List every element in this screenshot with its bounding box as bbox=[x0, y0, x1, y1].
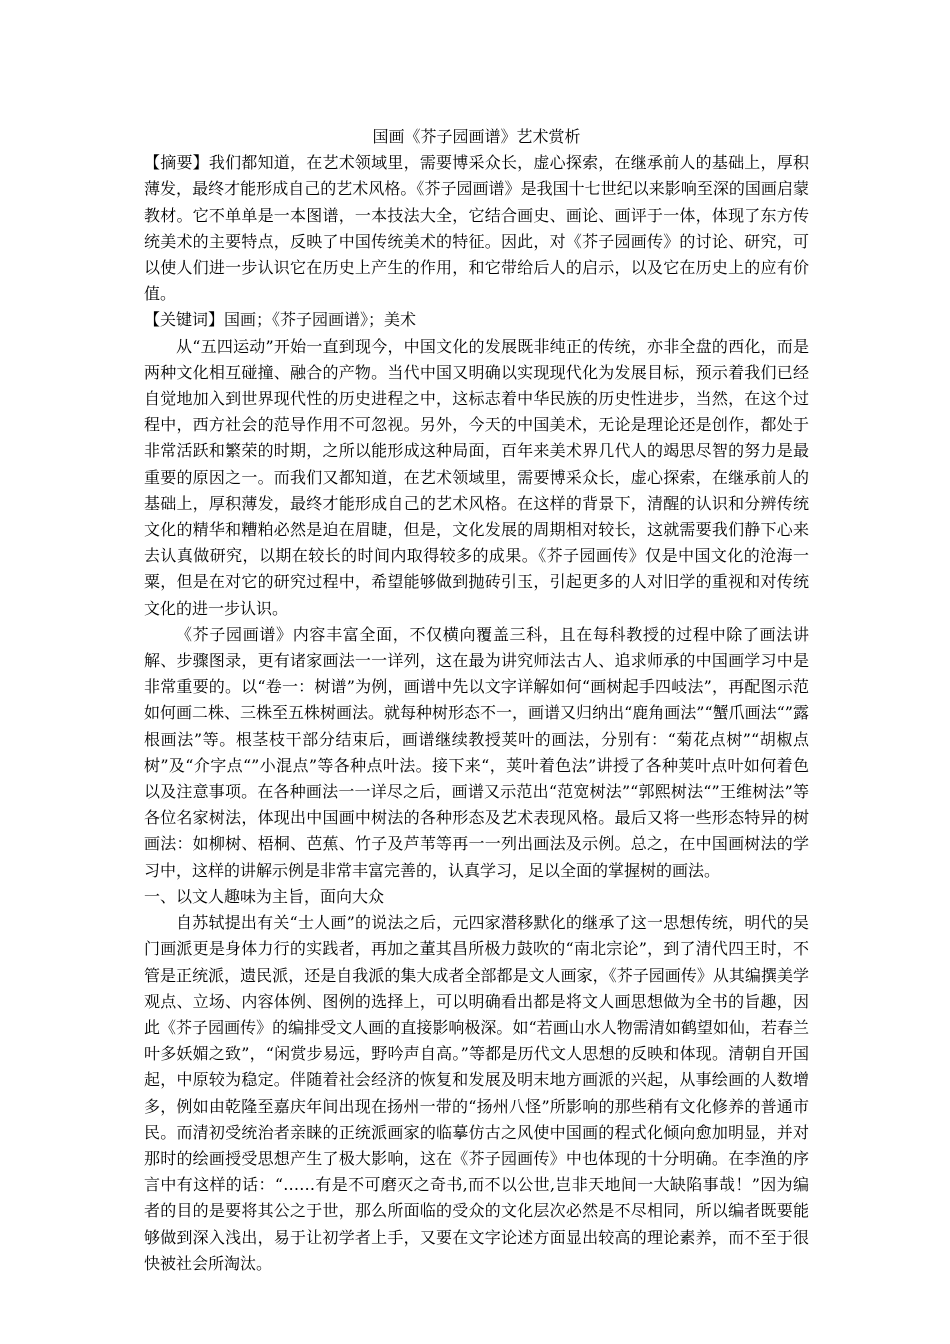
body-paragraph-3: 自苏轼提出有关“士人画”的说法之后，元四家潜移默化的继承了这一思想传统，明代的吴门画派更是身体力行的实践者，再加之董其昌所极力鼓吹的“南北宗论”，到了清代四王时，不管是正统派，遗民派，还是自我派的集大成者全部都是文人画家，《芥子园画传》从其编撰美学观点、立场、内容体例、图例的选择上，可以明确看出都是将文人画思想做为全书的旨趣，因此《芥子园画传》的编排受文人画的直接影响极深。如“若画山水人物需清如鹤望如仙，若春兰叶多妖媚之致”，“闲赏步易远，野吟声自高。”等都是历代文人思想的反映和体现。清朝自开国起，中原较为稳定。伴随着社会经济的恢复和发展及明末地方画派的兴起，从事绘画的人数增多，例如由乾隆至嘉庆年间出现在扬州一带的“扬州八怪”所影响的那些稍有文化修养的普通市民。而清初受统治者亲睐的正统派画家的临摹仿古之风使中国画的程式化倾向愈加明显，并对那时的绘画授受思想产生了极大影响，这在《芥子园画传》中也体现的十分明确。在李渔的序言中有这样的话：“……有是不可磨灭之奇书,而不以公世,岂非天地间一大缺陷事哉！”因为编者的目的是要将其公之于世，那么所面临的受众的文化层次必然是不尽相同，所以编者既要能够做到深入浅出，易于让初学者上手，又要在文字论述方面显出较高的理论素养，而不至于很快被社会所淘汰。 bbox=[144, 913, 809, 1273]
keywords-line: 【关键词】国画；《芥子园画谱》；美术 bbox=[144, 310, 417, 330]
abstract-paragraph: 【摘要】我们都知道，在艺术领域里，需要博采众长，虚心探索，在继承前人的基础上，厚积薄发，最终才能形成自己的艺术风格。《芥子园画谱》是我国十七世纪以来影响至深的国画启蒙教材。它不单单是一本图谱，一本技法大全，它结合画史、画论、画评于一体，体现了东方传统美术的主要特点，反映了中国传统美术的特征。因此，对《芥子园画传》的讨论、研究，可以使人们进一步认识它在历史上产生的作用，和它带给后人的启示，以及它在历史上的应有价值。 bbox=[144, 153, 809, 304]
document-title: 国画《芥子园画谱》艺术赏析 bbox=[372, 127, 581, 146]
body-paragraph-2: 《芥子园画谱》内容丰富全面，不仅横向覆盖三科，且在每科教授的过程中除了画法讲解、步骤图录，更有诸家画法一一详列，这在最为讲究师法古人、追求师承的中国画学习中是非常重要的。以“卷一：树谱”为例，画谱中先以文字详解如何“画树起手四岐法”，再配图示范如何画二株、三株至五株树画法。就每种树形态不一，画谱又归纳出“鹿角画法”“蟹爪画法“”露根画法”等。根茎枝干部分结束后，画谱继续教授荚叶的画法，分别有：“菊花点树”“胡椒点树”及“介字点“”小混点”等各种点叶法。接下来“，荚叶着色法”讲授了各种荚叶点叶如何着色以及注意事项。在各种画法一一详尽之后，画谱又示范出“范宽树法”“郭熙树法“”王维树法”等各位名家树法，体现出中国画中树法的各种形态及艺术表现风格。最后又将一些形态特异的树画法：如柳树、梧桐、芭蕉、竹子及芦苇等再一一列出画法及示例。总之，在中国画树法的学习中，这样的讲解示例是非常丰富完善的，认真学习，足以全面的掌握树的画法。 bbox=[144, 624, 809, 880]
section-heading-1: 一、以文人趣味为主旨，面向大众 bbox=[144, 886, 385, 906]
document-page bbox=[144, 124, 809, 1277]
body-paragraph-1: 从“五四运动”开始一直到现今，中国文化的发展既非纯正的传统，亦非全盘的西化，而是两种文化相互碰撞、融合的产物。当代中国又明确以实现现代化为发展目标，预示着我们已经自觉地加入到世界现代性的历史进程之中，这标志着中华民族的历史性进步，当然，在这个过程中，西方社会的范导作用不可忽视。另外，今天的中国美术，无论是理论还是创作，都处于非常活跃和繁荣的时期，之所以能形成这种局面，百年来美术界几代人的竭思尽智的努力是最重要的原因之一。而我们又都知道，在艺术领域里，需要博采众长，虚心探索，在继承前人的基础上，厚积薄发，最终才能形成自己的艺术风格。在这样的背景下，清醒的认识和分辨传统文化的精华和糟粕必然是迫在眉睫，但是，文化发展的周期相对较长，这就需要我们静下心来去认真做研究，以期在较长的时间内取得较多的成果。《芥子园画传》仅是中国文化的沧海一粟，但是在对它的研究过程中，希望能够做到抛砖引玉，引起更多的人对旧学的重视和对传统文化的进一步认识。 bbox=[144, 336, 809, 618]
